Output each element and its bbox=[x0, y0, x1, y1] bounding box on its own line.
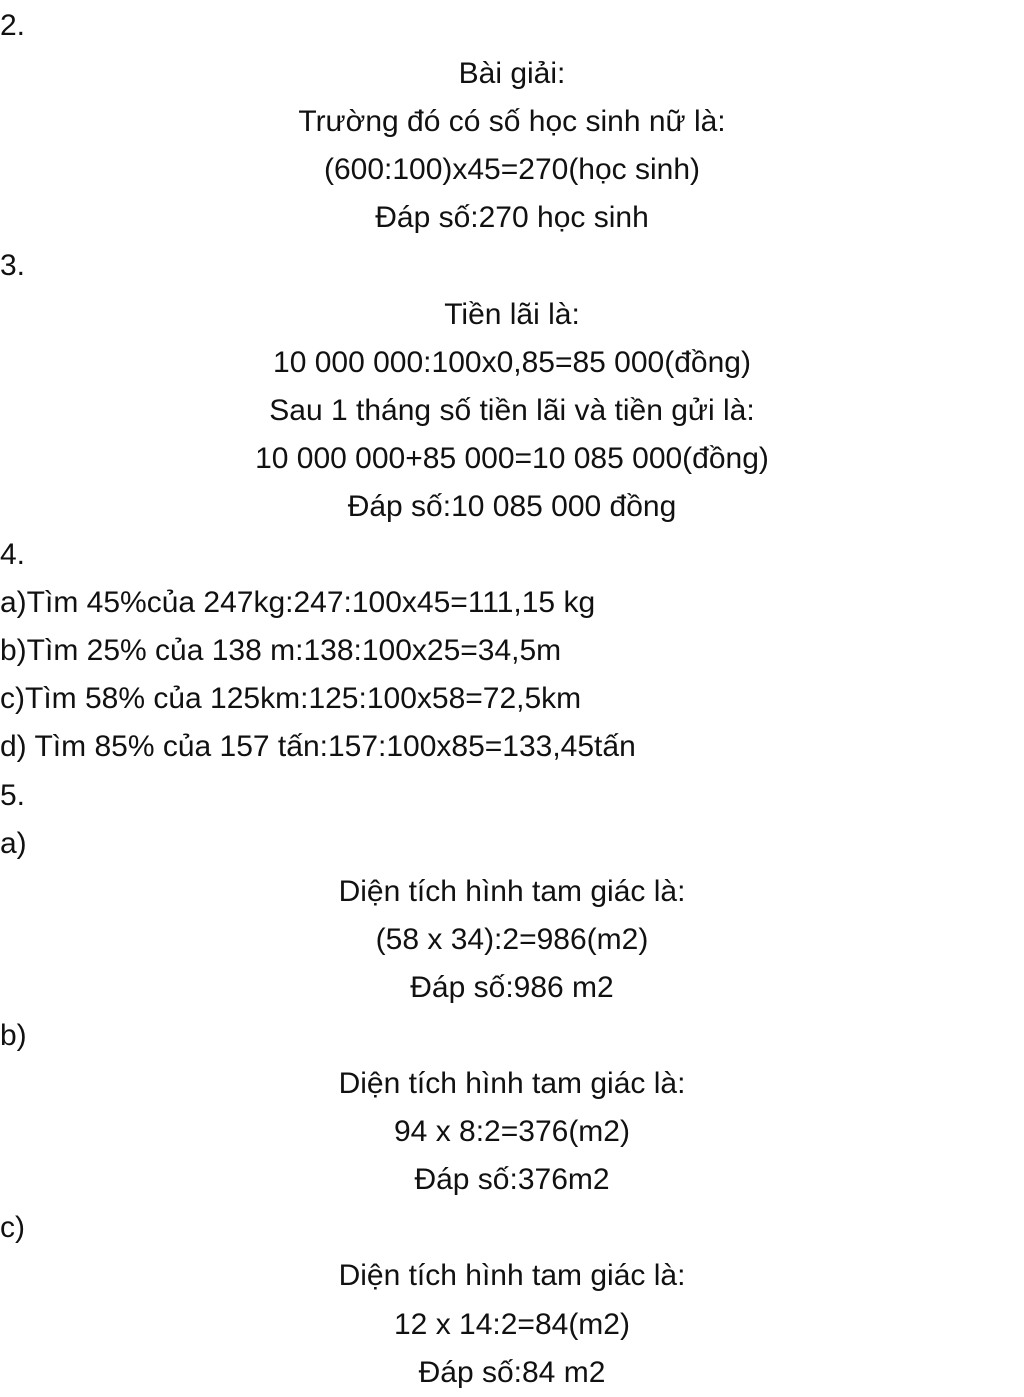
problem-2-heading: Bài giải: bbox=[458, 57, 566, 91]
problem-4-part-d: d) Tìm 85% của 157 tấn:157:100x85=133,45tấn bbox=[0, 730, 636, 764]
problem-5-part-a-statement: Diện tích hình tam giác là: bbox=[338, 874, 686, 908]
problem-2-calculation: (600:100)x45=270(học sinh) bbox=[323, 153, 701, 187]
problem-3-answer: Đáp số:10 085 000 đồng bbox=[347, 489, 677, 523]
problem-3-number: 3. bbox=[0, 249, 26, 283]
problem-4-part-b: b)Tìm 25% của 138 m:138:100x25=34,5m bbox=[0, 634, 562, 668]
problem-5-part-b-label: b) bbox=[0, 1018, 27, 1052]
problem-4-number: 4. bbox=[0, 538, 26, 572]
problem-5-part-a-answer: Đáp số:986 m2 bbox=[410, 970, 614, 1004]
problem-5-part-c-label: c) bbox=[0, 1211, 25, 1245]
problem-4-part-a: a)Tìm 45%của 247kg:247:100x45=111,15 kg bbox=[0, 586, 596, 620]
problem-3-calculation-interest: 10 000 000:100x0,85=85 000(đồng) bbox=[273, 345, 751, 379]
problem-5-part-c-calculation: 12 x 14:2=84(m2) bbox=[394, 1307, 630, 1341]
problem-5-part-c-answer: Đáp số:84 m2 bbox=[418, 1355, 606, 1389]
problem-5-part-a-label: a) bbox=[0, 826, 27, 860]
problem-3-statement-interest: Tiền lãi là: bbox=[444, 297, 580, 331]
problem-5-part-a-calculation: (58 x 34):2=986(m2) bbox=[375, 922, 649, 956]
problem-5-part-c-statement: Diện tích hình tam giác là: bbox=[338, 1259, 686, 1293]
problem-5-part-b-calculation: 94 x 8:2=376(m2) bbox=[394, 1115, 630, 1149]
problem-4-part-c: c)Tìm 58% của 125km:125:100x58=72,5km bbox=[0, 682, 582, 716]
problem-5-number: 5. bbox=[0, 778, 26, 812]
problem-2-answer: Đáp số:270 học sinh bbox=[375, 201, 649, 235]
problem-2-statement: Trường đó có số học sinh nữ là: bbox=[298, 105, 726, 139]
problem-5-part-b-answer: Đáp số:376m2 bbox=[414, 1163, 610, 1197]
problem-2-number: 2. bbox=[0, 9, 26, 42]
problem-3-calculation-total: 10 000 000+85 000=10 085 000(đồng) bbox=[255, 441, 769, 475]
problem-3-statement-total: Sau 1 tháng số tiền lãi và tiền gửi là: bbox=[269, 393, 755, 427]
problem-5-part-b-statement: Diện tích hình tam giác là: bbox=[338, 1067, 686, 1101]
